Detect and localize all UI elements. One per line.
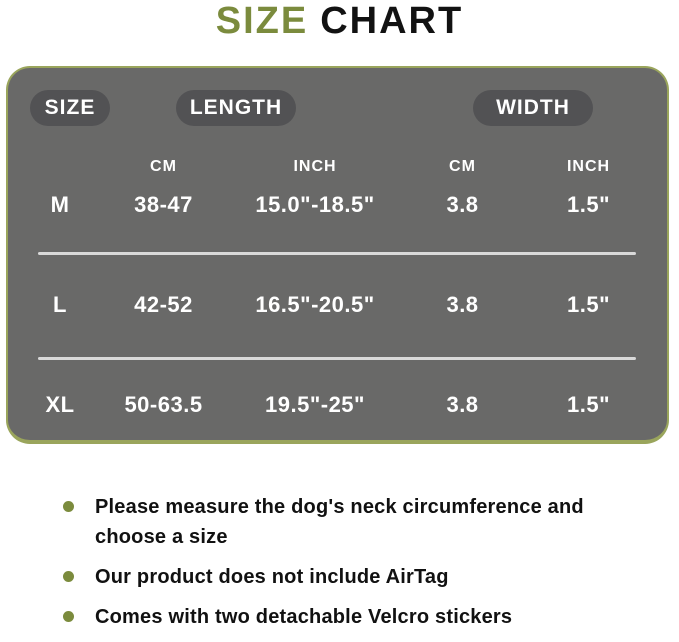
row-width-cm: 3.8: [446, 192, 479, 217]
page-title-size-word: SIZE: [215, 0, 309, 42]
page-title: [0, 0, 679, 46]
list-item: [63, 562, 615, 592]
row-size-label: M: [50, 192, 70, 217]
list-item: [63, 602, 615, 632]
row-width-inch: 1.5": [566, 392, 610, 417]
group-header-width: WIDTH: [473, 90, 593, 126]
row-width-cm: 3.8: [446, 292, 479, 317]
column-header-row: [8, 157, 667, 177]
list-item: [63, 492, 615, 552]
note-text: Our product does not include AirTag: [95, 566, 449, 588]
note-text: Comes with two detachable Velcro stickers: [95, 606, 513, 628]
note-text: Please measure the dog's neck circumference and choose a size: [95, 496, 584, 548]
table-row: [8, 291, 667, 319]
notes-list: [63, 492, 615, 642]
size-chart-table: [6, 66, 669, 444]
table-row: [8, 391, 667, 419]
column-header-width-cm: CM: [449, 158, 476, 175]
row-width-inch: 1.5": [566, 192, 610, 217]
column-header-length-inch: INCH: [293, 158, 337, 175]
bullet-dot-icon: [63, 501, 74, 512]
row-length-cm: 50-63.5: [124, 392, 203, 417]
row-length-inch: 16.5"-20.5": [255, 292, 375, 317]
row-length-inch: 19.5"-25": [265, 392, 365, 417]
row-length-inch: 15.0"-18.5": [255, 192, 375, 217]
column-header-length-cm: CM: [150, 158, 177, 175]
group-header-length: LENGTH: [176, 90, 296, 126]
row-length-cm: 38-47: [134, 192, 193, 217]
row-size-label: XL: [45, 392, 75, 417]
row-separator: [38, 252, 636, 255]
table-row: [8, 191, 667, 219]
row-width-cm: 3.8: [446, 392, 479, 417]
row-separator: [38, 357, 636, 360]
row-length-cm: 42-52: [134, 292, 193, 317]
column-header-spacer: [8, 157, 112, 177]
row-width-inch: 1.5": [566, 292, 610, 317]
bullet-dot-icon: [63, 611, 74, 622]
row-size-label: L: [53, 292, 67, 317]
bullet-dot-icon: [63, 571, 74, 582]
page-title-chart-word: CHART: [320, 0, 464, 42]
column-header-width-inch: INCH: [566, 158, 611, 175]
group-header-size: SIZE: [30, 90, 110, 126]
